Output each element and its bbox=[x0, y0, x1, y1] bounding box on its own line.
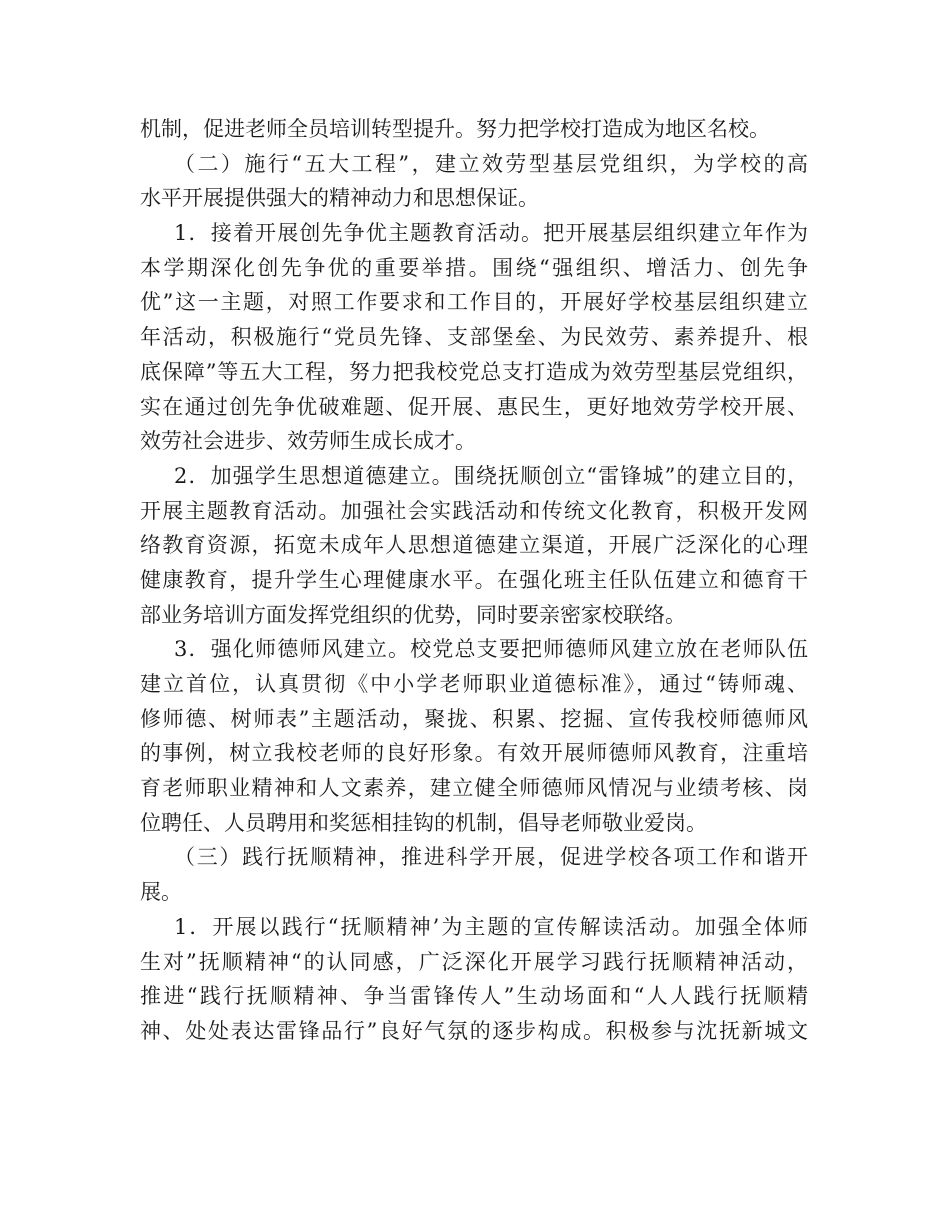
text-line: 机制，促进老师全员培训转型提升。努力把学校打造成为地区名校。 bbox=[140, 117, 770, 141]
text-line: 优”这一主题，对照工作要求和工作目的，开展好学校基层组织建立 bbox=[140, 290, 808, 315]
text-line: 推进“践行抚顺精神、争当雷锋传人”生动场面和“人人践行抚顺精 bbox=[140, 984, 808, 1009]
text-line: 健康教育，提升学生心理健康水平。在强化班主任队伍建立和德育干 bbox=[140, 567, 808, 592]
document-body bbox=[140, 112, 808, 1049]
text-line: 年活动，积极施行“党员先锋、支部堡垒、为民效劳、素养提升、根 bbox=[140, 325, 808, 350]
text-line: 3．强化师德师风建立。校党总支要把师德师风建立放在老师队伍 bbox=[174, 637, 808, 662]
text-line: （三）践行抚顺精神，推进科学开展，促进学校各项工作和谐开 bbox=[174, 845, 808, 870]
text-line: 开展主题教育活动。加强社会实践活动和传统文化教育，积极开发网 bbox=[140, 498, 808, 523]
text-line: 展。 bbox=[140, 880, 182, 905]
text-line: 1．接着开展创先争优主题教育活动。把开展基层组织建立年作为 bbox=[174, 221, 808, 246]
text-line: 部业务培训方面发挥党组织的优势，同时要亲密家校联络。 bbox=[140, 602, 686, 627]
text-line: 生对”抚顺精神“的认同感，广泛深化开展学习践行抚顺精神活动， bbox=[140, 949, 808, 974]
text-line: 底保障”等五大工程，努力把我校党总支打造成为效劳型基层党组织， bbox=[140, 359, 808, 384]
text-line: 本学期深化创先争优的重要举措。围绕“强组织、增活力、创先争 bbox=[140, 255, 808, 280]
text-line: 水平开展提供强大的精神动力和思想保证。 bbox=[140, 186, 539, 211]
text-line: 神、处处表达雷锋品行”良好气氛的逐步构成。积极参与沈抚新城文 bbox=[140, 1018, 808, 1043]
text-line: 修师德、树师表”主题活动，聚拢、积累、挖掘、宣传我校师德师风 bbox=[140, 706, 808, 731]
text-line: 络教育资源，拓宽未成年人思想道德建立渠道，开展广泛深化的心理 bbox=[140, 533, 808, 558]
text-line: 效劳社会进步、效劳师生成长成才。 bbox=[140, 429, 476, 454]
text-line: 2．加强学生思想道德建立。围绕抚顺创立“雷锋城”的建立目的， bbox=[174, 463, 808, 488]
text-line: 1．开展以践行“抚顺精神’为主题的宣传解读活动。加强全体师 bbox=[174, 914, 808, 939]
text-line: 位聘任、人员聘用和奖惩相挂钩的机制，倡导老师敬业爱岗。 bbox=[140, 810, 707, 835]
text-line: 实在通过创先争优破难题、促开展、惠民生，更好地效劳学校开展、 bbox=[140, 394, 808, 419]
text-line: 建立首位，认真贯彻《中小学老师职业道德标准》，通过“铸师魂、 bbox=[140, 672, 808, 696]
text-line: 的事例，树立我校老师的良好形象。有效开展师德师风教育，注重培 bbox=[140, 741, 808, 766]
text-line: 育老师职业精神和人文素养，建立健全师德师风情况与业绩考核、岗 bbox=[140, 776, 808, 801]
text-line: （二）施行“五大工程”，建立效劳型基层党组织，为学校的高 bbox=[174, 151, 808, 176]
